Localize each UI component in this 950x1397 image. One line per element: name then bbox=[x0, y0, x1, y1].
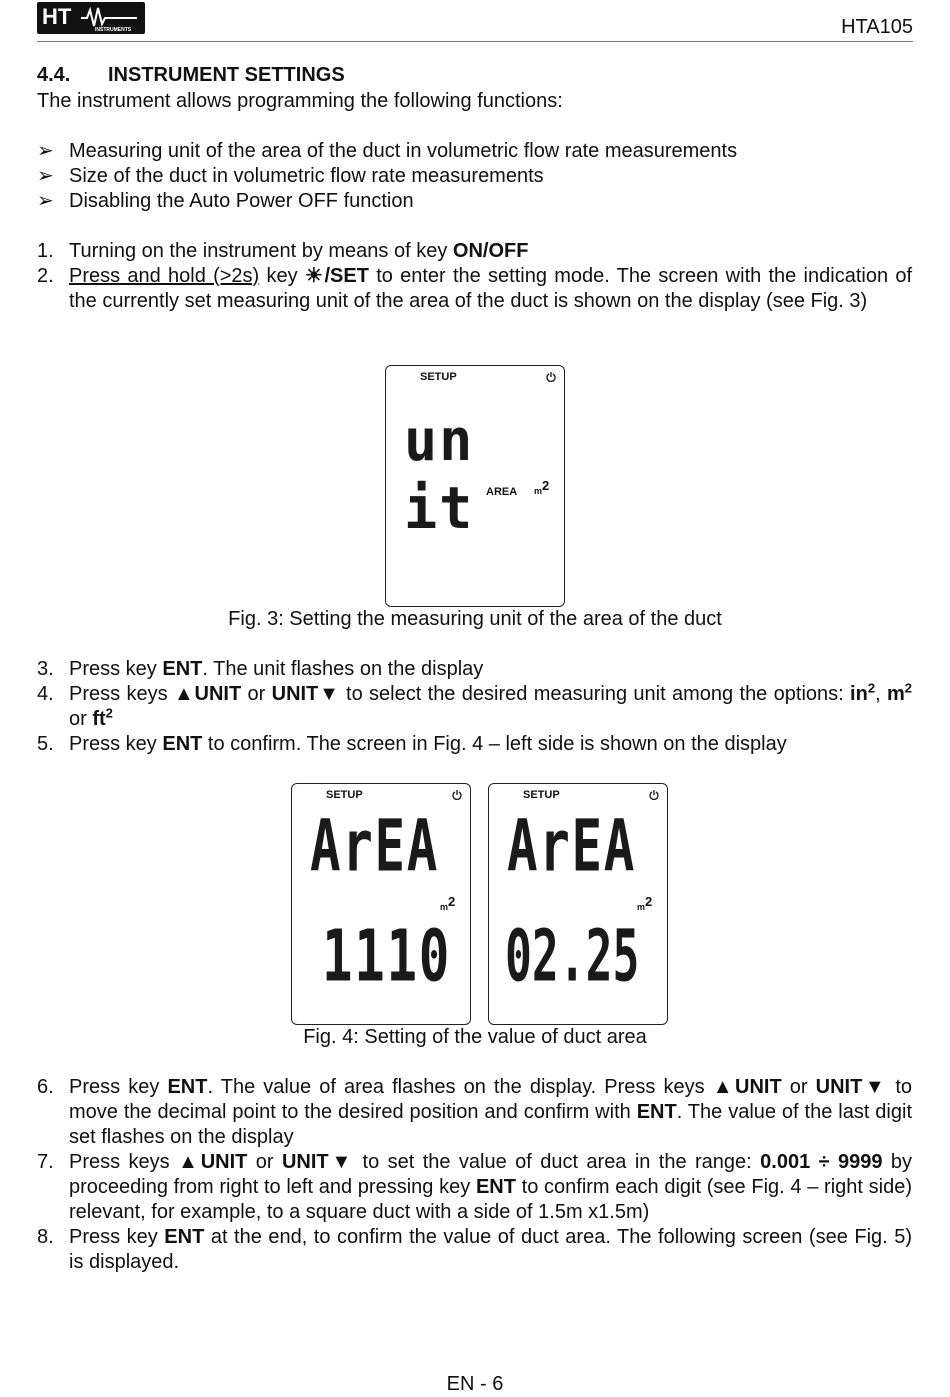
lcd-value-text: 02.25 bbox=[505, 914, 640, 998]
steps-list-c bbox=[37, 1075, 912, 1275]
list-item: ➢ Size of the duct in volumetric flow rate measurements bbox=[37, 165, 544, 187]
function-list bbox=[37, 139, 913, 214]
area-indicator: AREA bbox=[486, 486, 518, 498]
page-number: EN - 6 bbox=[446, 1373, 504, 1395]
steps-list-a bbox=[37, 239, 912, 314]
arrow-bullet-icon: ➢ bbox=[37, 190, 54, 212]
logo-subtext: INSTRUMENTS bbox=[95, 27, 132, 33]
section-title: INSTRUMENT SETTINGS bbox=[108, 64, 345, 86]
steps-list-b bbox=[37, 657, 912, 757]
step-6: 6. Press key ENT. The value of area flashes on the display. Press keys ▲UNIT or UNIT▼ to move the decimal point to the desired position and confirm with ENT. The value of the last digit set flashes on the display bbox=[37, 1076, 912, 1148]
header-divider bbox=[37, 41, 913, 42]
section-number: 4.4. bbox=[37, 64, 71, 86]
step-1: 1. Turning on the instrument by means of key ON/OFF bbox=[37, 240, 529, 262]
step-3: 3. Press key ENT. The unit flashes on the display bbox=[37, 658, 484, 680]
lcd-display-fig4-right: SETUP ArEA $m^2$ 02.25 bbox=[488, 783, 668, 1025]
lcd-main-text: un it bbox=[404, 406, 475, 542]
step-4: 4. Press keys ▲UNIT or UNIT▼ to select the desired measuring unit among the options: $in^2$, $m^2$ or $ft^2$ bbox=[37, 680, 912, 730]
key-set: ☀/SET bbox=[304, 265, 369, 287]
ht-logo bbox=[37, 2, 145, 34]
list-item: ➢ Measuring unit of the area of the duct in volumetric flow rate measurements bbox=[37, 140, 738, 162]
arrow-bullet-icon: ➢ bbox=[37, 140, 54, 162]
fig3-caption: Fig. 3: Setting the measuring unit of the area of the duct bbox=[228, 608, 722, 630]
step-7: 7. Press keys ▲UNIT or UNIT▼ to set the value of duct area in the range: 0.001 ÷ 9999 by proceeding from right to left and pressing key ENT to confirm each digit (see Fig. 4 – right side) relevant, for example, to a square duct with a side of 1.5m x1.5m) bbox=[37, 1151, 912, 1223]
step-5: 5. Press key ENT to confirm. The screen in Fig. 4 – left side is shown on the display bbox=[37, 733, 787, 755]
step-2: 2. Press and hold (>2s) key ☀/SET to enter the setting mode. The screen with the indication of the currently set measuring unit of the area of the duct is shown on the display (see Fig. 3) bbox=[37, 265, 912, 312]
lcd-value-text: 1110 bbox=[322, 914, 451, 998]
list-item: ➢ Disabling the Auto Power OFF function bbox=[37, 190, 414, 212]
key-on-off: ON/OFF bbox=[452, 240, 529, 262]
lcd-display-fig4-left: SETUP ArEA $m^2$ 1110 bbox=[291, 783, 471, 1025]
power-off-icon bbox=[452, 790, 462, 800]
lcd-top-text: ArEA bbox=[310, 804, 439, 888]
arrow-bullet-icon: ➢ bbox=[37, 165, 54, 187]
fig4-caption: Fig. 4: Setting of the value of duct area bbox=[303, 1026, 647, 1048]
logo-text: HT bbox=[42, 4, 72, 29]
step-8: 8. Press key ENT at the end, to confirm the value of duct area. The following screen (see Fig. 5) is displayed. bbox=[37, 1226, 912, 1273]
power-off-icon bbox=[546, 372, 556, 382]
lcd-display-fig3 bbox=[385, 365, 565, 607]
power-off-icon bbox=[649, 790, 659, 800]
document-code: HTA105 bbox=[841, 16, 913, 38]
setup-indicator: SETUP bbox=[420, 371, 457, 383]
unit-indicator: $m^2$ bbox=[534, 478, 550, 496]
section-intro: The instrument allows programming the following functions: bbox=[37, 90, 563, 112]
lcd-top-text: ArEA bbox=[507, 804, 636, 888]
